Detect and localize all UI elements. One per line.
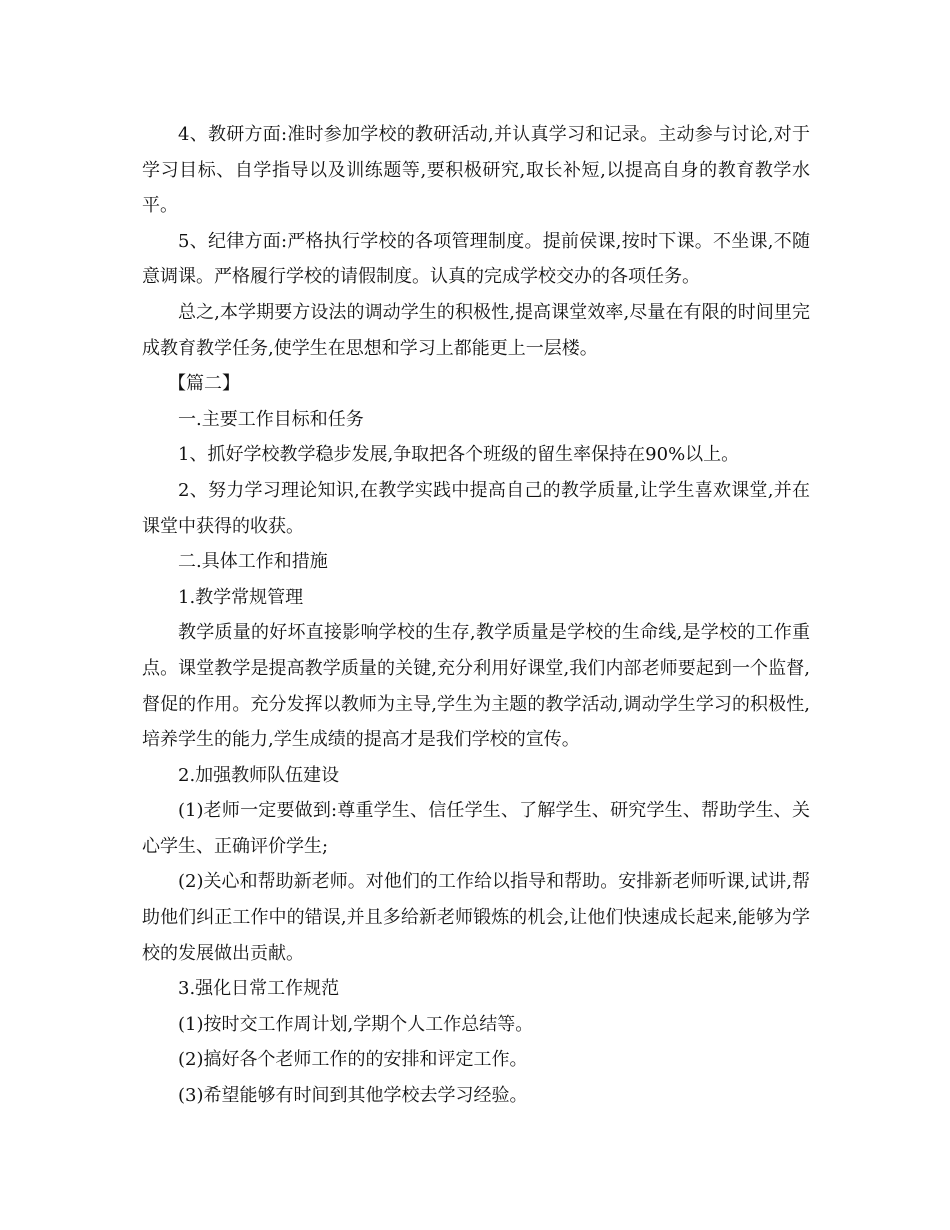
heading-routine-management: 1.教学常规管理	[178, 586, 304, 608]
paragraph-teaching-research: 4、教研方面:准时参加学校的教研活动,并认真学习和记录。主动参与讨论,对于学习目标、自学指导以及训练题等,要积极研究,取长补短,以提高自身的教育教学水平。	[142, 124, 810, 217]
paragraph-teaching-quality: 教学质量的好坏直接影响学校的生存,教学质量是学校的生命线,是学校的工作重点。课堂教学是提高教学质量的关键,充分利用好课堂,我们内部老师要起到一个监督,督促的作用。充分发挥以教师为主导,学生为主题的教学活动,调动学生学习的积极性,培养学生的能力,学生成绩的提高才是我们学校的宣传。	[142, 622, 810, 751]
paragraph-teacher-duties: (1)老师一定要做到:尊重学生、信任学生、了解学生、研究学生、帮助学生、关心学生、正确评价学生;	[142, 800, 810, 857]
paragraph-goal-1: 1、抓好学校教学稳步发展,争取把各个班级的留生率保持在90%以上。	[178, 444, 740, 466]
paragraph-goal-2: 2、努力学习理论知识,在教学实践中提高自己的教学质量,让学生喜欢课堂,并在课堂中获得的收获。	[142, 479, 810, 537]
heading-daily-norms: 3.强化日常工作规范	[178, 978, 340, 1000]
heading-specific-measures: 二.具体工作和措施	[178, 551, 328, 573]
paragraph-norm-3: (3)希望能够有时间到其他学校去学习经验。	[178, 1085, 528, 1107]
paragraph-summary: 总之,本学期要方设法的调动学生的积极性,提高课堂效率,尽量在有限的时间里完成教育教学任务,使学生在思想和学习上都能更上一层楼。	[142, 301, 810, 359]
paragraph-new-teachers: (2)关心和帮助新老师。对他们的工作给以指导和帮助。安排新老师听课,试讲,帮助他们纠正工作中的错误,并且多给新老师锻炼的机会,让他们快速成长起来,能够为学校的发展做出贡献。	[142, 871, 810, 964]
paragraph-discipline: 5、纪律方面:严格执行学校的各项管理制度。提前侯课,按时下课。不坐课,不随意调课。严格履行学校的请假制度。认真的完成学校交办的各项任务。	[142, 230, 810, 288]
heading-main-goals: 一.主要工作目标和任务	[178, 408, 364, 430]
paragraph-norm-1: (1)按时交工作周计划,学期个人工作总结等。	[178, 1013, 534, 1035]
heading-teacher-team: 2.加强教师队伍建设	[178, 764, 340, 786]
paragraph-norm-2: (2)搞好各个老师工作的的安排和评定工作。	[178, 1049, 528, 1071]
document-body	[142, 117, 810, 1114]
section-heading-part-two: 【篇二】	[168, 373, 240, 395]
